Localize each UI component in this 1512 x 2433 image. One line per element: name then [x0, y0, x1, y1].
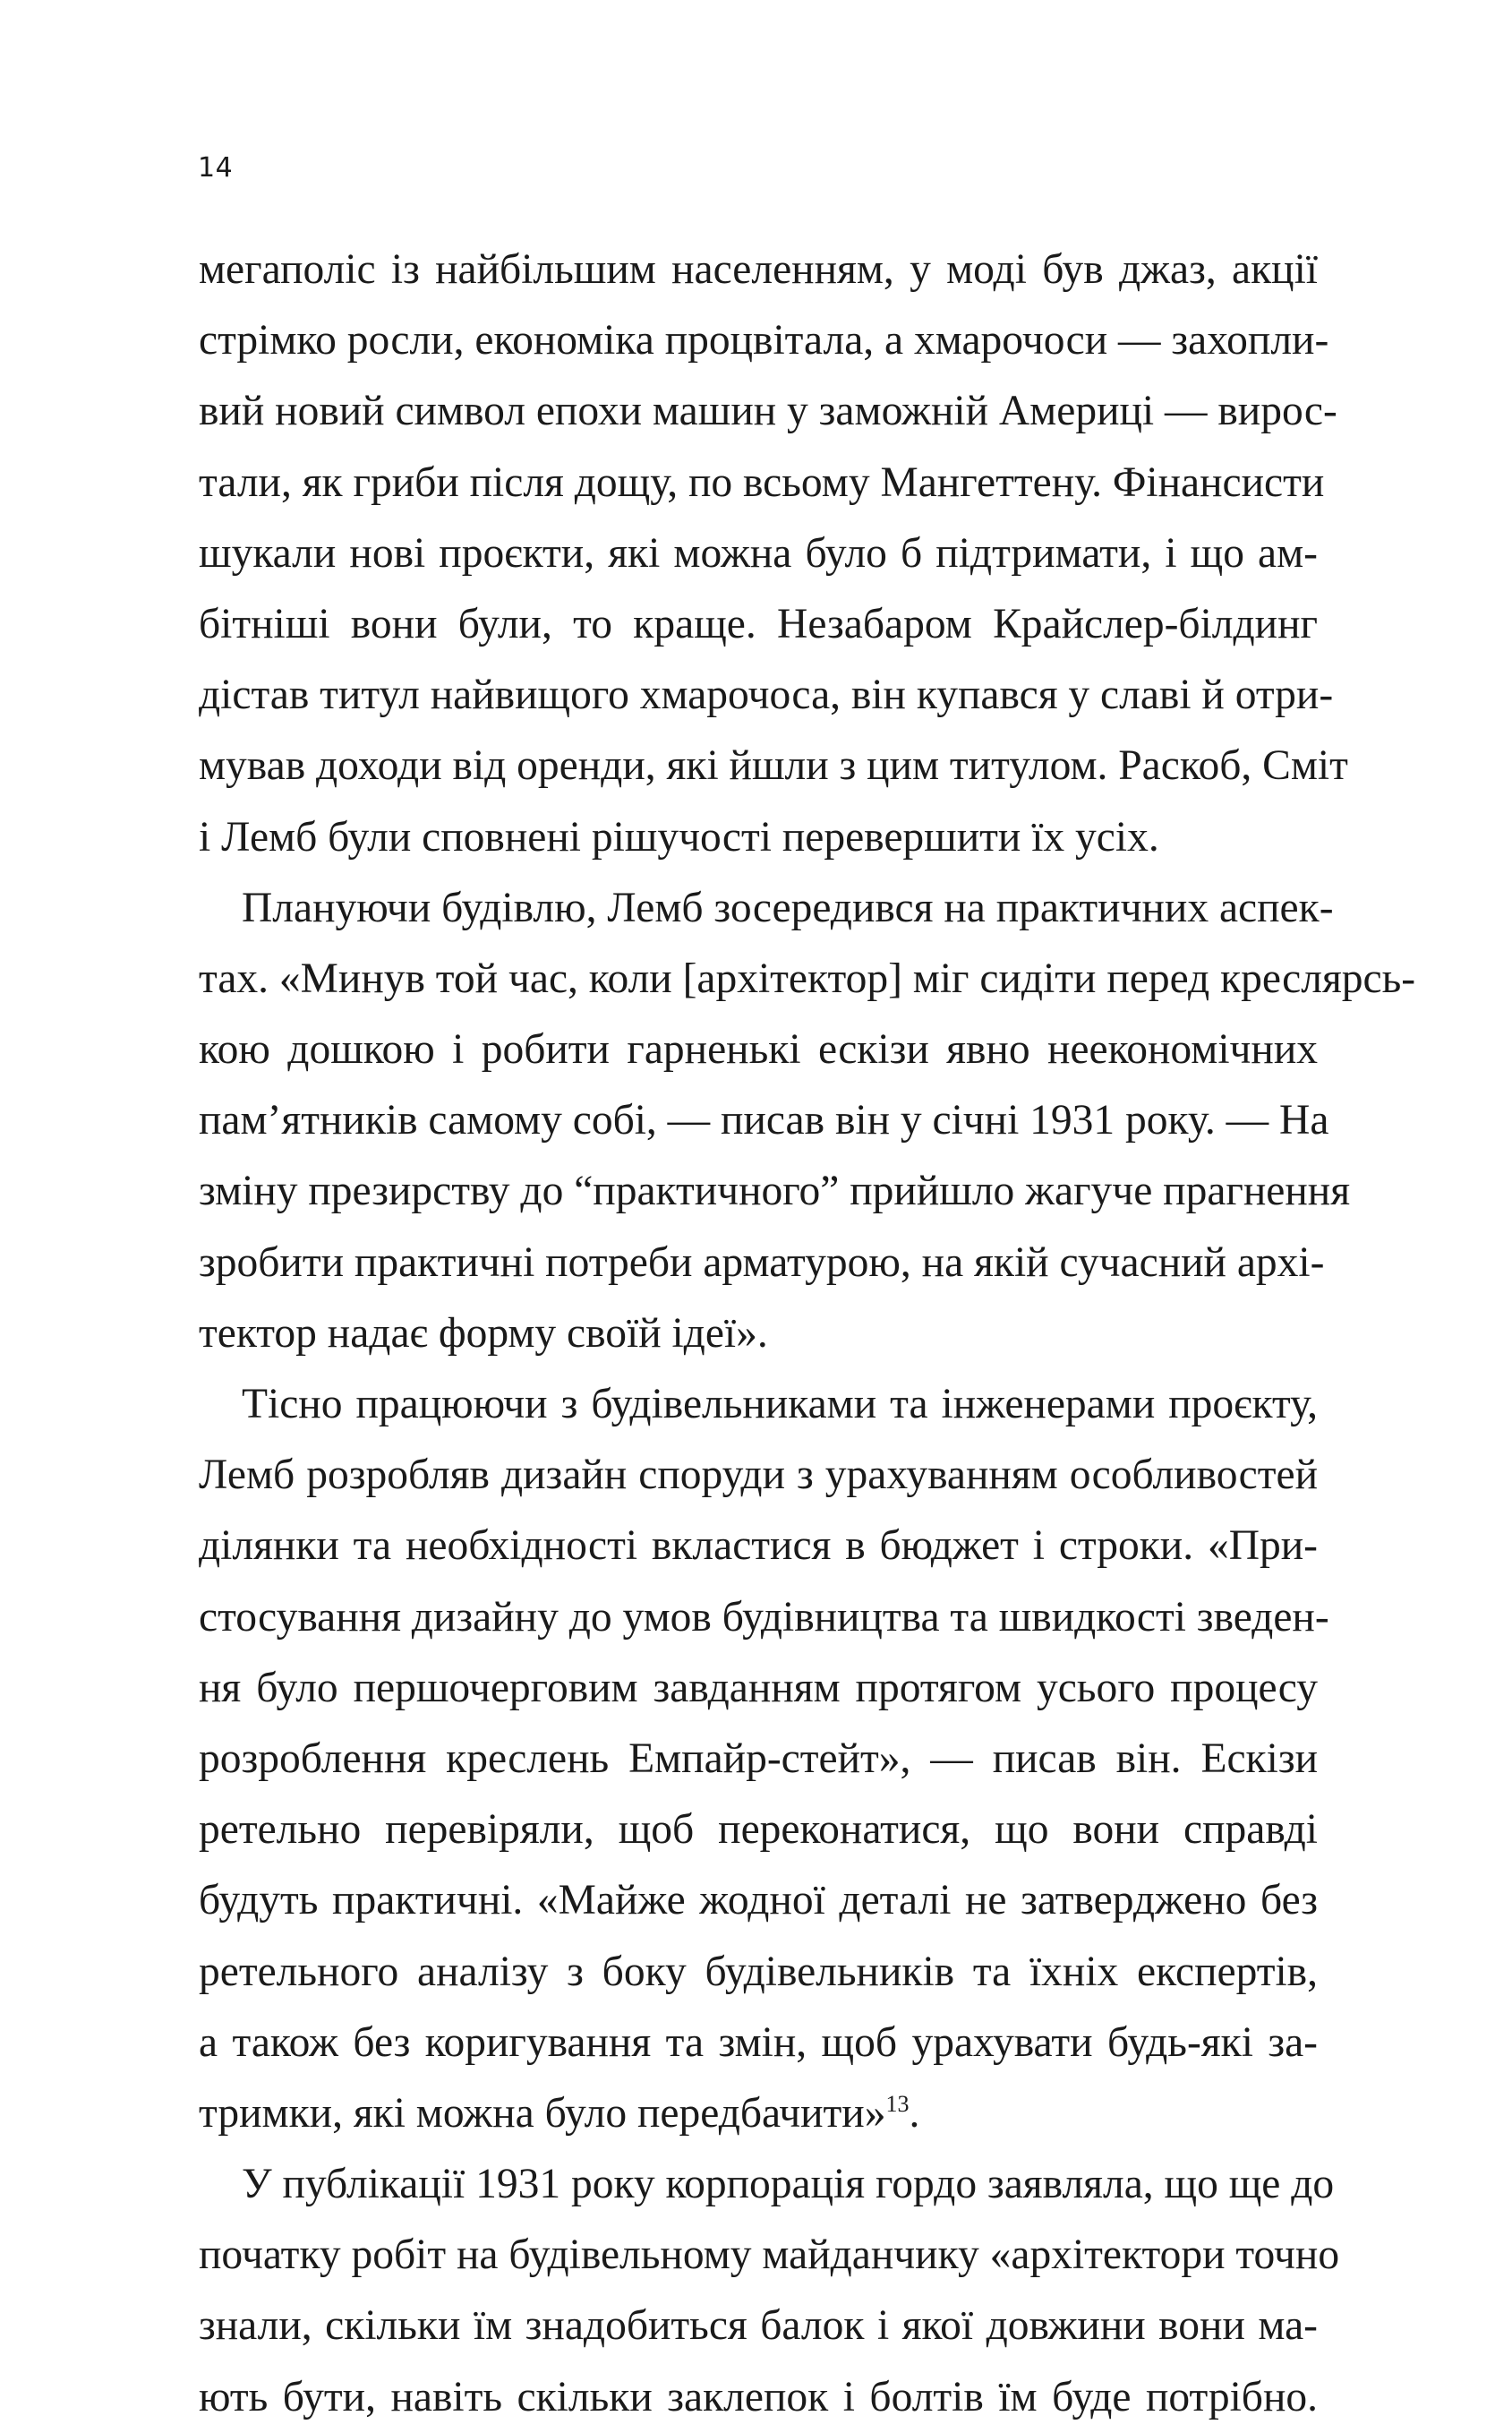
- text-line: стосування дизайну до умов будівництва та швидкості зведен-: [199, 1593, 1329, 1641]
- text-line: мував доходи від оренди, які йшли з цим титулом. Раскоб, Сміт: [199, 742, 1348, 790]
- text-line: зміну презирству до “практичного” прийшло жагуче прагнення: [199, 1168, 1351, 1215]
- text-line: початку робіт на будівельному майданчику «архітектори точно: [199, 2232, 1340, 2279]
- text-line: ють бути, навіть скільки заклепок і болтів їм буде потрібно.: [199, 2373, 1318, 2420]
- text-line: знали, скільки їм знадобиться балок і якої довжини вони ма-: [199, 2302, 1318, 2350]
- text-line: стрімко росли, економіка процвітала, а хмарочоси — захопли-: [199, 317, 1329, 364]
- text-line: тах. «Минув той час, коли [архітектор] міг сидіти перед креслярсь-: [199, 955, 1416, 1002]
- text-line: У публікації 1931 року корпорація гордо заявляла, що ще до: [242, 2161, 1335, 2208]
- text-line-with-footnote: [199, 2078, 1318, 2149]
- paragraph-1: [199, 235, 1348, 873]
- text-line: а також без коригування та змін, щоб урахувати будь-які за-: [199, 2018, 1318, 2066]
- text-line: шукали нові проєкти, які можна було б підтримати, і що ам-: [199, 529, 1318, 577]
- text-line: мегаполіс із найбільшим населенням, у моді був джаз, акції: [199, 246, 1318, 293]
- text-line: дістав титул найвищого хмарочоса, він купався у славі й отри-: [199, 672, 1334, 719]
- text-line: тектор надає форму своїй ідеї».: [199, 1309, 768, 1357]
- text-line: розроблення креслень Емпайр-стейт», — писав він. Ескізи: [199, 1735, 1318, 1782]
- text-line-content: тримки, які можна було передбачити»: [199, 2089, 886, 2137]
- text-line: кою дошкою і робити гарненькі ескізи явно неекономічних: [199, 1026, 1318, 1074]
- sentence-end: .: [909, 2089, 920, 2137]
- text-line: Тісно працюючи з будівельниками та інженерами проєкту,: [242, 1381, 1318, 1427]
- text-line: ретельно перевіряли, щоб переконатися, що вони справді: [199, 1806, 1318, 1854]
- text-line: і Лемб були сповнені рішучості перевершити їх усіх.: [199, 813, 1159, 861]
- paragraph-3: [199, 1369, 1329, 2149]
- text-line: тали, як гриби після дощу, по всьому Мангеттену. Фінансисти: [199, 458, 1325, 506]
- paragraph-2: [199, 873, 1416, 1369]
- text-line: Плануючи будівлю, Лемб зосередився на практичних аспек-: [242, 884, 1334, 931]
- paragraph-4: [199, 2149, 1340, 2433]
- text-line: Лемб розробляв дизайн споруди з урахуванням особливостей: [199, 1452, 1318, 1499]
- text-line: ділянки та необхідності вкластися в бюджет і строки. «При-: [199, 1522, 1318, 1570]
- text-line: будуть практичні. «Майже жодної деталі не затверджено без: [199, 1877, 1318, 1924]
- text-line: бітніші вони були, то краще. Незабаром Крайслер-білдинг: [199, 600, 1318, 647]
- footnote-reference[interactable]: 13: [885, 2091, 910, 2118]
- text-line: пам’ятників самому собі, — писав він у січні 1931 року. — На: [199, 1097, 1329, 1144]
- text-line: вий новий символ епохи машин у заможній Америці — вирос-: [199, 388, 1337, 435]
- text-line: ретельного аналізу з боку будівельників та їхніх експертів,: [199, 1948, 1318, 1995]
- text-line: зробити практичні потреби арматурою, на якій сучасний архі-: [199, 1238, 1325, 1286]
- page-number: 14: [198, 152, 234, 184]
- text-line: ня було першочерговим завданням протягом усього процесу: [199, 1664, 1318, 1711]
- body-text: [199, 235, 1416, 2433]
